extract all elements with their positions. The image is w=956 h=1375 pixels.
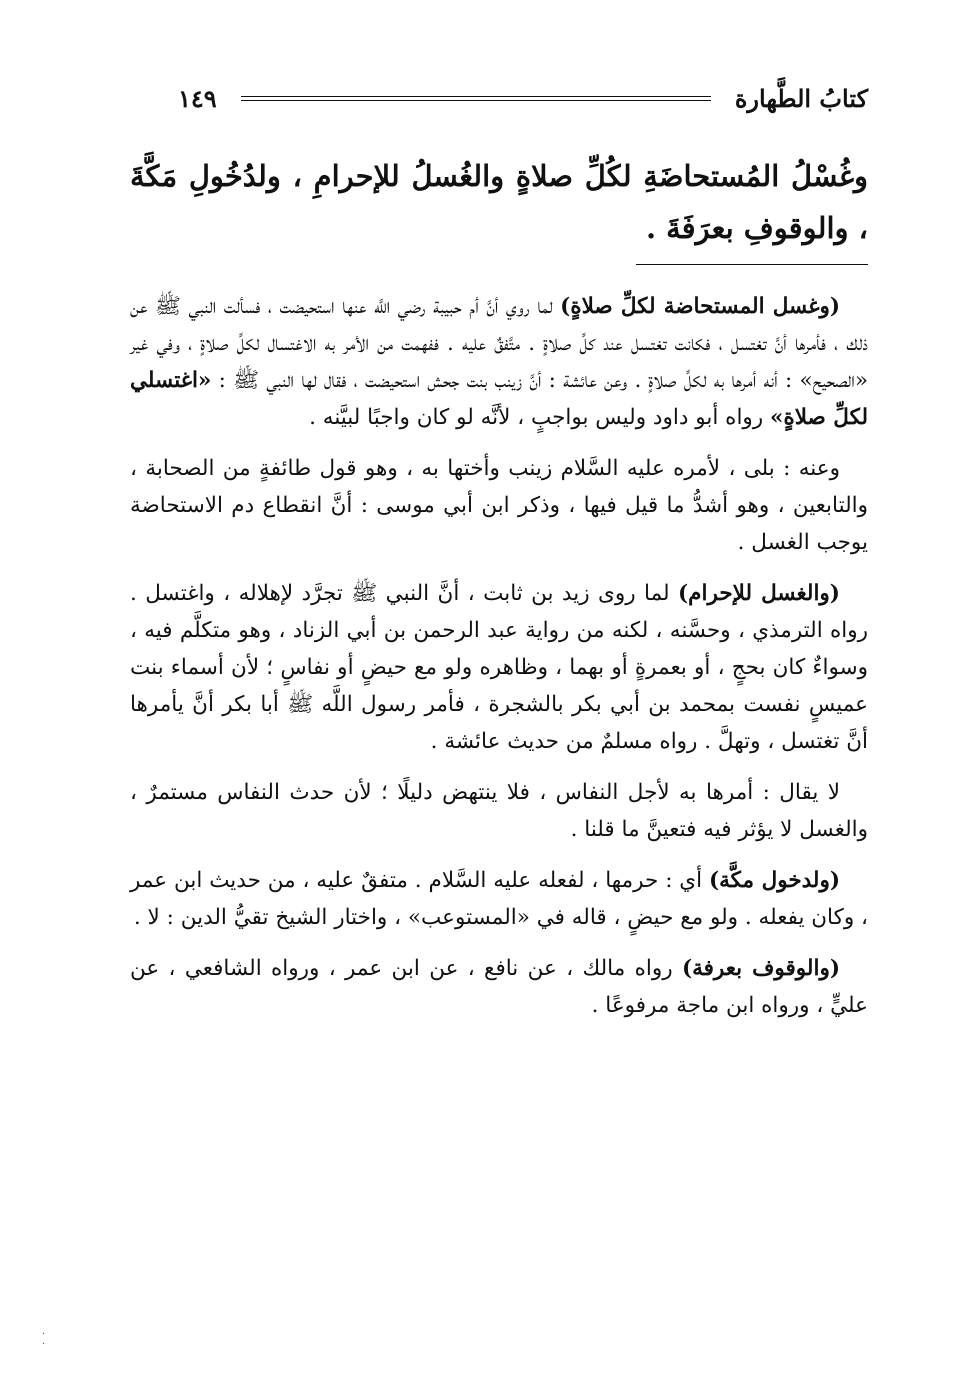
- paragraph-2-text: وعنه : بلى ، لأمره عليه السَّلام زينب وأختها به ، وهو قول طائفةٍ من الصحابة ، والتابعين ، وهو أشدُّ ما قيل فيها ، وذكر ابن أبي موسى : أنَّ انقطاع دم الاستحاضة يوجب الغسل .: [130, 456, 868, 555]
- paragraph-3-text: لما روى زيد بن ثابت ، أنَّ النبي ﷺ تجرَّد لإهلاله ، واغتسل . رواه الترمذي ، وحسَّنه ، لكنه من رواية عبد الرحمن بن أبي الزناد ، وهو متكلَّم فيه ، وسواءٌ كان بحجٍ ، أو بعمرةٍ أو بهما ، وظاهره ولو مع حيضٍ أو نفاسٍ ؛ لأن أسماء بنت عميسٍ نفست بمحمد بن أبي بكر بالشجرة ، فأمر رسول اللَّه ﷺ أبا بكر أنَّ يأمرها أنَّ تغتسل ، وتهلَّ . رواه مسلمٌ من حديث عائشة .: [130, 581, 868, 754]
- chapter-title: كتابُ الطَّهارة: [734, 83, 868, 113]
- paragraph-1: [130, 288, 868, 436]
- commentary: [130, 288, 868, 1038]
- paragraph-3-lead: (والغسل للإحرام): [678, 581, 840, 606]
- paragraph-6: [130, 950, 868, 1024]
- paragraph-6-lead: (والوقوف بعرفة): [681, 956, 840, 981]
- page-number: ١٤٩: [178, 83, 217, 113]
- paragraph-5: [130, 862, 868, 936]
- paragraph-5-text: أي : حرمها ، لفعله عليه السَّلام . متفقٌ عليه ، من حديث ابن عمر ، وكان يفعله . ولو مع حيضٍ ، قاله في «المستوعب» ، واختار الشيخ تقيُّ الدين : لا .: [130, 868, 868, 930]
- page-header: [178, 78, 868, 118]
- paragraph-1-quote: «اغتسلي لكلِّ صلاةٍ»: [130, 368, 868, 430]
- paragraph-1-text-end: رواه أبو داود وليس بواجبٍ ، لأنَّه لو كان واجبًا لبيَّنه .: [309, 405, 771, 430]
- paragraph-4-text: لا يقال : أمرها به لأجل النفاس ، فلا ينتهض دليلًا ؛ لأن حدث النفاس مستمرٌ ، والغسل لا يؤثر فيه فتعينَّ ما قلنا .: [130, 780, 868, 842]
- paragraph-2: [130, 450, 868, 561]
- paragraph-1-lead: (وغسل المستحاضة لكلِّ صلاةٍ): [560, 294, 841, 319]
- scan-margin-marks: · ·: [42, 1329, 46, 1350]
- paragraph-3: [130, 575, 868, 760]
- header-rule: [241, 96, 711, 101]
- paragraph-1-text: لما روي أنَّ أم حبيبة رضي اللَّه عنها استحيضت ، فسألت النبي ﷺ عن ذلك ، فأمرها أنَّ تغتسل ، فكانت تغتسل عند كلِّ صلاةٍ . متَّفقٌ عليه . ففهمت من الأمر به الاغتسال لكلِّ صلاةٍ ، وفي غير «الصحيح» : أنه أمرها به لكلِّ صلاةٍ . وعن عائشة : أنَّ زينب بنت جحش استحيضت ، فقال لها النبي ﷺ :: [130, 294, 868, 393]
- paragraph-5-lead: (ولدخول مكَّة): [708, 868, 841, 893]
- paragraph-4: [130, 774, 868, 848]
- matn-divider: [636, 264, 868, 265]
- matn-text: وغُسْلُ المُستحاضَةِ لكُلِّ صلاةٍ والغُسلُ للإحرامِ ، ولدُخُولِ مَكَّةَ ، والوقوفِ بعرَفَةَ .: [130, 159, 868, 245]
- paragraph-6-text: رواه مالك ، عن نافع ، عن ابن عمر ، ورواه الشافعي ، عن عليٍّ ، ورواه ابن ماجة مرفوعًا .: [130, 956, 868, 1018]
